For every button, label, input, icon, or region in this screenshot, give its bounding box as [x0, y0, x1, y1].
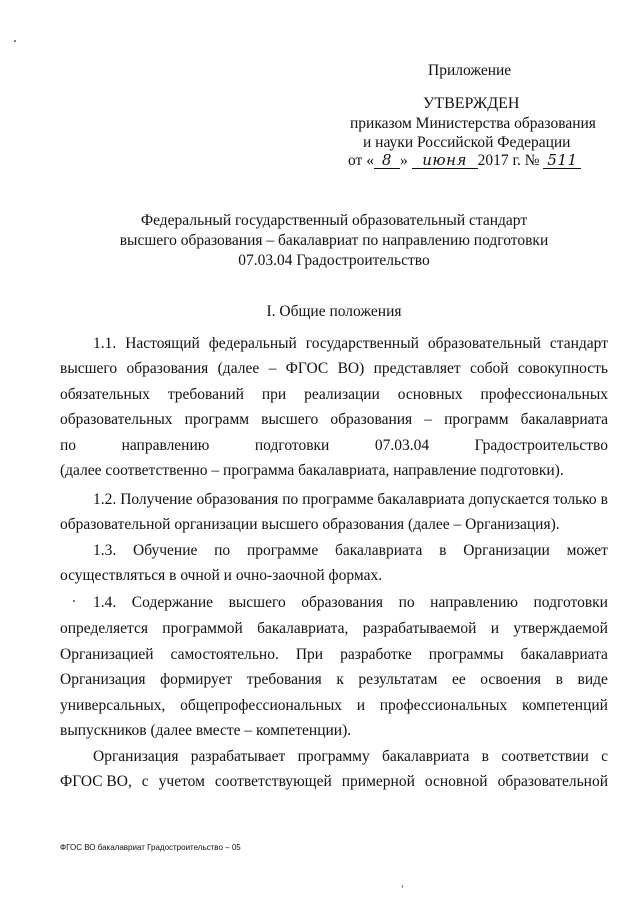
word: 1.1.	[93, 335, 117, 352]
paragraph-line	[93, 593, 608, 612]
word: виде	[577, 671, 608, 688]
word: высшего	[261, 411, 319, 428]
word: бакалавриата	[377, 491, 465, 508]
word: ее	[451, 671, 466, 688]
word: разрабатывает	[190, 748, 286, 765]
date-prefix: от «	[348, 152, 374, 169]
word: При	[295, 646, 324, 663]
word: программ	[184, 411, 250, 428]
paragraph-line	[93, 541, 608, 560]
word: основной	[424, 773, 488, 790]
paragraph-line	[93, 490, 608, 509]
word: при	[261, 386, 287, 403]
paragraph-line	[60, 619, 608, 638]
word: по	[398, 594, 415, 611]
word: программу	[297, 748, 370, 765]
word: самостоятельно.	[170, 646, 279, 663]
word: требования	[246, 671, 322, 688]
word: программе	[246, 542, 319, 559]
word: Организацией	[60, 646, 154, 663]
word: Организации	[463, 542, 550, 559]
paragraph-line: (далее соответственно – программа бакалавриата, направление подготовки).	[60, 462, 564, 479]
word: только	[553, 491, 597, 508]
word: в	[481, 748, 489, 765]
word: основных	[397, 386, 463, 403]
word: федеральный	[208, 335, 297, 352]
word: бакалавриата	[334, 542, 423, 559]
word: –	[268, 360, 277, 377]
word: в	[555, 671, 563, 688]
word: 1.4.	[93, 594, 117, 611]
paragraph-line	[60, 670, 608, 689]
word: в	[439, 542, 447, 559]
scan-speck	[73, 600, 75, 602]
word: Получение	[120, 491, 193, 508]
word: Организация	[93, 748, 179, 765]
word: программ	[444, 411, 509, 428]
approved-label: УТВЕРЖДЕН	[423, 95, 520, 112]
handwritten-day: 8	[374, 152, 400, 169]
word: высшего	[60, 360, 118, 377]
word: освоения	[480, 671, 542, 688]
word: результатам	[358, 671, 438, 688]
word: направлению	[430, 594, 518, 611]
word: профессиональных	[480, 386, 608, 403]
word: по	[214, 542, 231, 559]
word: ФГОС	[285, 360, 329, 377]
word: (далее	[217, 360, 260, 377]
word: образования	[330, 411, 413, 428]
page-footer: ФГОС ВО бакалавриат Градостроительство – 05	[60, 843, 241, 852]
word: бакалавриата,	[257, 620, 349, 637]
handwritten-order-number: 511	[543, 152, 581, 169]
word: Настоящий	[125, 335, 200, 352]
word: формирует	[160, 671, 233, 688]
word: примерной	[341, 773, 415, 790]
word: 07.03.04	[374, 437, 430, 454]
word: ВО)	[337, 360, 365, 377]
order-date-line	[348, 152, 581, 170]
word: представляет	[373, 360, 461, 377]
word: Градостроительство	[474, 437, 608, 454]
word: допускается	[468, 491, 550, 508]
scan-speck	[14, 40, 16, 42]
word: образования	[196, 491, 279, 508]
order-line-1: приказом Министерства образования	[350, 115, 596, 132]
word: разрабатываемой	[362, 620, 477, 637]
handwritten-month: июня	[412, 152, 478, 169]
word: образовательный	[427, 335, 541, 352]
paragraph-line	[60, 696, 608, 715]
word: собой	[469, 360, 509, 377]
word: программы	[428, 646, 504, 663]
title-line-3: 07.03.04 Градостроительство	[238, 252, 430, 269]
word: стандарт	[549, 335, 608, 352]
title-line-2: высшего образования – бакалавриат по направлению подготовки	[119, 232, 549, 249]
word: реализации	[304, 386, 380, 403]
word: общепрофессиональных	[180, 697, 343, 714]
word: универсальных,	[60, 697, 166, 714]
word: соответствующей	[214, 773, 332, 790]
paragraph-line	[93, 334, 608, 353]
paragraph-line	[60, 410, 608, 429]
word: государственный	[305, 335, 419, 352]
paragraph-line: выпускников (далее вместе – компетенции).	[60, 722, 352, 739]
appendix-label: Приложение	[428, 62, 512, 79]
word: и	[356, 697, 366, 714]
word: бакалавриата	[382, 748, 470, 765]
word: ФГОС ВО,	[60, 773, 132, 790]
word: программе	[302, 491, 374, 508]
paragraph-line	[93, 747, 608, 766]
word: Организация	[60, 671, 146, 688]
word: Содержание	[131, 594, 214, 611]
word: подготовки	[533, 594, 608, 611]
word: 1.2.	[93, 491, 117, 508]
word: соответствии	[501, 748, 589, 765]
word: высшего	[228, 594, 286, 611]
scan-speck	[402, 885, 403, 888]
word: 1.3.	[93, 542, 117, 559]
order-line-2: и науки Российской Федерации	[363, 134, 571, 151]
date-mid: »	[399, 152, 408, 169]
year-and-number-label: 2017 г. №	[477, 152, 540, 169]
paragraph-line: образовательной организации высшего образования (далее – Организация).	[60, 516, 560, 533]
section-heading: I. Общие положения	[266, 303, 402, 320]
paragraph-line	[60, 359, 608, 378]
word: утверждаемой	[513, 620, 608, 637]
word: образовательной	[497, 773, 608, 790]
word: учетом	[158, 773, 205, 790]
word: программой	[162, 620, 243, 637]
word: по	[60, 437, 77, 454]
word: образования	[301, 594, 384, 611]
word: и	[490, 620, 500, 637]
word: компетенций	[521, 697, 608, 714]
word: –	[424, 411, 433, 428]
word: к	[336, 671, 344, 688]
word: образовательных	[60, 411, 173, 428]
word: Обучение	[133, 542, 198, 559]
word: требований	[167, 386, 244, 403]
word: по	[282, 491, 299, 508]
word: профессиональных	[379, 697, 508, 714]
word: образования	[126, 360, 209, 377]
paragraph-line: осуществляться в очной и очно-заочной формах.	[60, 567, 383, 584]
paragraph-line	[60, 385, 608, 404]
paragraph-line	[60, 436, 608, 455]
paragraph-line	[60, 772, 608, 791]
word: направлению	[121, 437, 210, 454]
word: в	[600, 491, 608, 508]
word: подготовки	[254, 437, 330, 454]
word: бакалавриата	[520, 411, 608, 428]
word: бакалавриата	[520, 646, 608, 663]
title-line-1: Федеральный государственный образовательный стандарт	[140, 212, 528, 229]
word: обязательных	[60, 386, 150, 403]
word: с	[141, 773, 149, 790]
word: может	[566, 542, 608, 559]
word: разработке	[340, 646, 412, 663]
word: с	[601, 748, 608, 765]
word: определяется	[60, 620, 148, 637]
paragraph-line	[60, 645, 608, 664]
word: совокупность	[517, 360, 608, 377]
